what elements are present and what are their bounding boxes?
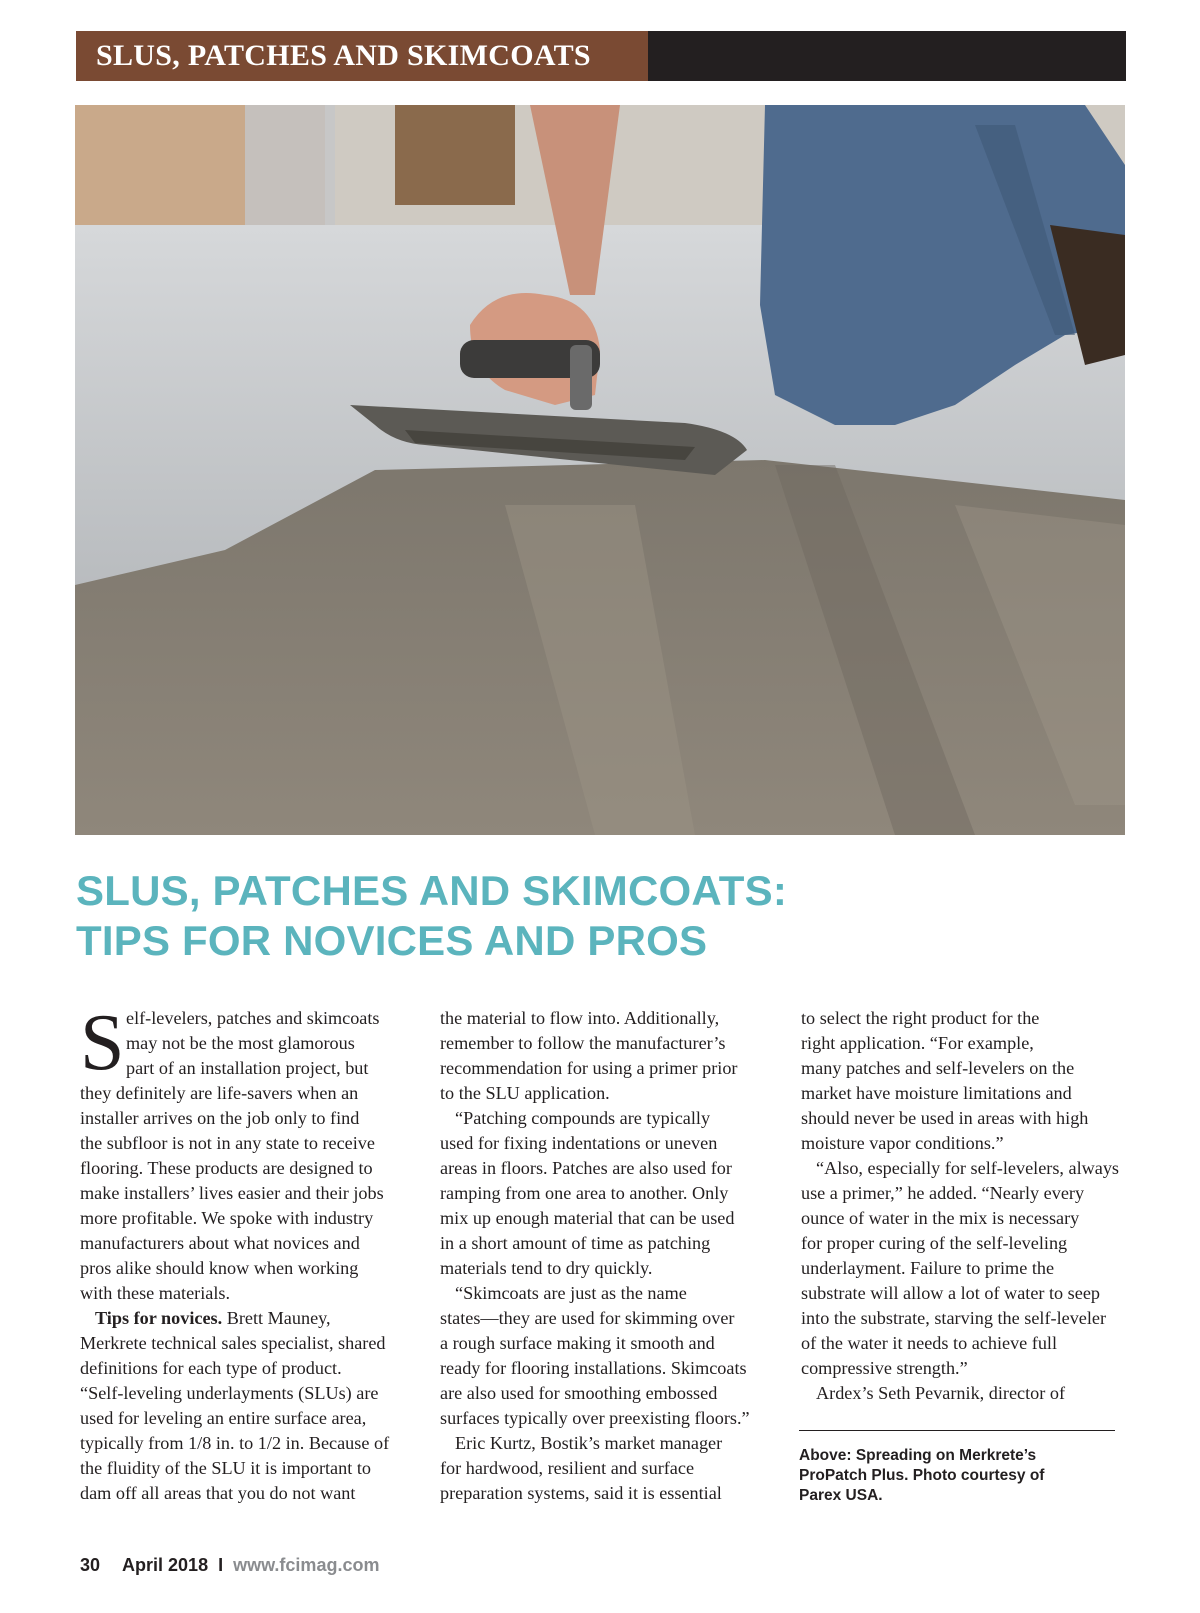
- body-line: the material to flow into. Additionally,: [440, 1008, 720, 1028]
- footer-url[interactable]: www.fcimag.com: [233, 1555, 380, 1575]
- body-line: areas in floors. Patches are also used for: [440, 1158, 732, 1178]
- body-line: with these materials.: [80, 1283, 231, 1303]
- body-line: in a short amount of time as patching: [440, 1233, 711, 1253]
- body-line: for proper curing of the self-leveling: [801, 1233, 1068, 1253]
- body-line: ready for flooring installations. Skimcoats: [440, 1358, 747, 1378]
- body-line-text: Brett Mauney,: [226, 1308, 331, 1328]
- issue-date: April 2018: [122, 1555, 209, 1575]
- article-photo: [75, 105, 1125, 835]
- body-line: preparation systems, said it is essential: [440, 1483, 722, 1503]
- body-line: ramping from one area to another. Only: [440, 1183, 729, 1203]
- body-line: used for fixing indentations or uneven: [440, 1133, 718, 1153]
- caption-line: ProPatch Plus. Photo courtesy of: [799, 1467, 1045, 1484]
- body-line: make installers’ lives easier and their jobs: [80, 1183, 384, 1203]
- headline-line-1: SLUS, PATCHES AND SKIMCOATS:: [76, 867, 788, 914]
- body-line: installer arrives on the job only to find: [80, 1108, 360, 1128]
- body-line: flooring. These products are designed to: [80, 1158, 373, 1178]
- body-line: underlayment. Failure to prime the: [801, 1258, 1055, 1278]
- caption-line: Above: Spreading on Merkrete’s: [799, 1447, 1037, 1464]
- body-line: “Patching compounds are typically: [455, 1108, 711, 1128]
- tips-lead: Tips for novices.: [95, 1308, 223, 1328]
- body-line: typically from 1/8 in. to 1/2 in. Because of: [80, 1433, 390, 1453]
- body-column-1: [80, 1006, 398, 1506]
- drop-cap: S: [80, 999, 125, 1087]
- body-line: Merkrete technical sales specialist, shared: [80, 1333, 386, 1353]
- body-line: Ardex’s Seth Pevarnik, director of: [816, 1383, 1066, 1403]
- body-line: right application. “For example,: [801, 1033, 1034, 1053]
- body-line: elf-levelers, patches and skimcoats: [126, 1008, 380, 1028]
- body-line: manufacturers about what novices and: [80, 1233, 360, 1253]
- body-line: recommendation for using a primer prior: [440, 1058, 738, 1078]
- body-line: into the substrate, starving the self-leveler: [801, 1308, 1107, 1328]
- body-line: of the water it needs to achieve full: [801, 1333, 1058, 1353]
- caption-line: Parex USA.: [799, 1487, 883, 1504]
- body-line: many patches and self-levelers on the: [801, 1058, 1075, 1078]
- body-line: pros alike should know when working: [80, 1258, 359, 1278]
- body-line: for hardwood, resilient and surface: [440, 1458, 695, 1478]
- body-line: compressive strength.”: [801, 1358, 968, 1378]
- body-line: they definitely are life-savers when an: [80, 1083, 359, 1103]
- body-line: “Also, especially for self-levelers, always: [816, 1158, 1120, 1178]
- body-line: materials tend to dry quickly.: [440, 1258, 653, 1278]
- page-footer: [80, 1555, 379, 1576]
- body-line: more profitable. We spoke with industry: [80, 1208, 374, 1228]
- article-headline: [76, 866, 1126, 966]
- body-line: may not be the most glamorous: [126, 1033, 355, 1053]
- body-line: states—they are used for skimming over: [440, 1308, 735, 1328]
- body-line: substrate will allow a lot of water to seep: [801, 1283, 1101, 1303]
- body-line: a rough surface making it smooth and: [440, 1333, 715, 1353]
- photo-caption: [799, 1446, 1119, 1506]
- body-line: moisture vapor conditions.”: [801, 1133, 1004, 1153]
- body-column-2: [440, 1006, 758, 1506]
- body-line: the subfloor is not in any state to receive: [80, 1133, 375, 1153]
- body-line: part of an installation project, but: [126, 1058, 369, 1078]
- body-line: surfaces typically over preexisting floors.”: [440, 1408, 750, 1428]
- body-line: “Skimcoats are just as the name: [455, 1283, 687, 1303]
- body-line: market have moisture limitations and: [801, 1083, 1072, 1103]
- body-line: should never be used in areas with high: [801, 1108, 1089, 1128]
- body-line: to the SLU application.: [440, 1083, 610, 1103]
- body-line: are also used for smoothing embossed: [440, 1383, 718, 1403]
- body-line: dam off all areas that you do not want: [80, 1483, 356, 1503]
- body-line: Eric Kurtz, Bostik’s market manager: [455, 1433, 723, 1453]
- body-line: the fluidity of the SLU it is important to: [80, 1458, 371, 1478]
- body-line: use a primer,” he added. “Nearly every: [801, 1183, 1085, 1203]
- caption-rule: [799, 1430, 1115, 1431]
- headline-line-2: TIPS FOR NOVICES AND PROS: [76, 917, 708, 964]
- footer-separator: I: [218, 1555, 224, 1575]
- page-number: 30: [80, 1555, 101, 1575]
- body-line: mix up enough material that can be used: [440, 1208, 735, 1228]
- body-line: ounce of water in the mix is necessary: [801, 1208, 1080, 1228]
- body-line: [80, 1306, 398, 1331]
- body-line: used for leveling an entire surface area,: [80, 1408, 367, 1428]
- body-line: definitions for each type of product.: [80, 1358, 342, 1378]
- body-column-3: [801, 1006, 1119, 1406]
- body-line: remember to follow the manufacturer’s: [440, 1033, 726, 1053]
- body-line: to select the right product for the: [801, 1008, 1040, 1028]
- section-title: SLUS, PATCHES AND SKIMCOATS: [76, 31, 648, 81]
- body-line: “Self-leveling underlayments (SLUs) are: [80, 1383, 379, 1403]
